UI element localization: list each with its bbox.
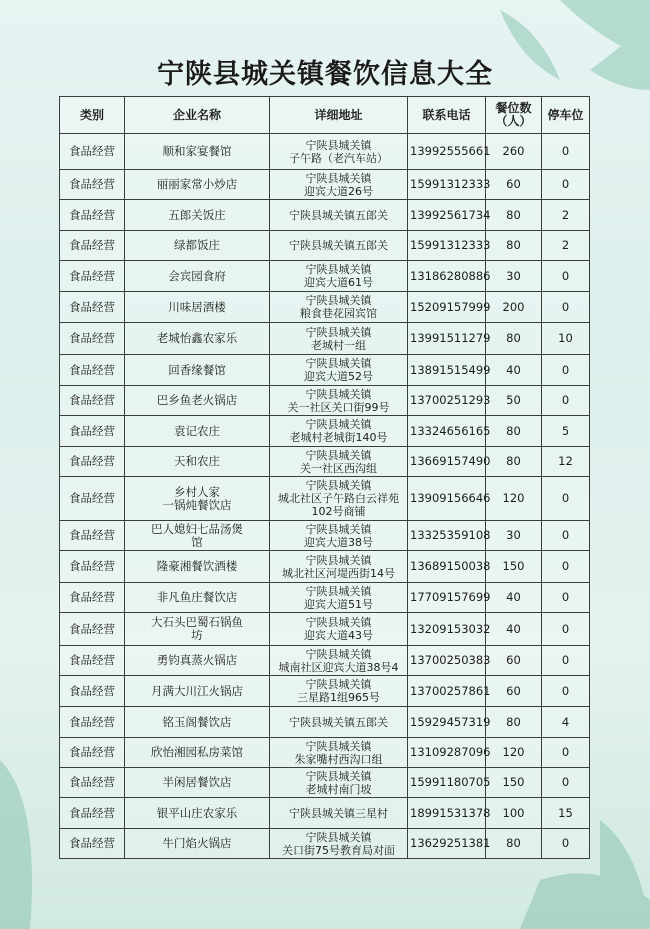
seats-cell: 80 (486, 231, 542, 261)
company-name-cell: 巴乡鱼老火锅店 (125, 386, 270, 416)
header-category: 类别 (60, 97, 125, 134)
seats-cell: 80 (486, 707, 542, 738)
seats-cell: 200 (486, 292, 542, 323)
seats-cell: 120 (486, 477, 542, 521)
table-row (60, 323, 590, 355)
address-cell: 宁陕县城关镇 粮食巷花园宾馆 (270, 292, 408, 323)
address-cell: 宁陕县城关镇 老城村一组 (270, 323, 408, 355)
company-name-cell: 银平山庄农家乐 (125, 798, 270, 829)
company-name-cell: 非凡鱼庄餐饮店 (125, 583, 270, 613)
company-name-cell: 天和农庄 (125, 447, 270, 477)
seats-cell: 60 (486, 170, 542, 200)
category-cell: 食品经营 (60, 646, 125, 676)
parking-cell: 0 (542, 768, 590, 798)
category-cell: 食品经营 (60, 447, 125, 477)
phone-cell: 15991312333 (408, 170, 486, 200)
address-cell: 宁陕县城关镇 迎宾大道61号 (270, 261, 408, 292)
company-name-cell: 勇钧真蒸火锅店 (125, 646, 270, 676)
seats-cell: 40 (486, 583, 542, 613)
parking-cell: 4 (542, 707, 590, 738)
category-cell: 食品经营 (60, 521, 125, 551)
phone-cell: 15929457319 (408, 707, 486, 738)
table-row (60, 613, 590, 646)
phone-cell: 13700257861 (408, 676, 486, 707)
company-name-cell: 老城怡鑫农家乐 (125, 323, 270, 355)
category-cell: 食品经营 (60, 738, 125, 768)
parking-cell: 0 (542, 583, 590, 613)
parking-cell: 0 (542, 646, 590, 676)
address-cell: 宁陕县城关镇 朱家嘴村西沟口组 (270, 738, 408, 768)
table-row (60, 200, 590, 231)
table-row (60, 134, 590, 170)
table-row (60, 583, 590, 613)
company-name-cell: 牛门焰火锅店 (125, 829, 270, 859)
seats-cell: 150 (486, 551, 542, 583)
company-name-cell: 大石头巴蜀石锅鱼 坊 (125, 613, 270, 646)
phone-cell: 13909156646 (408, 477, 486, 521)
parking-cell: 0 (542, 521, 590, 551)
seats-cell: 80 (486, 323, 542, 355)
restaurant-table (59, 96, 590, 859)
phone-cell: 13991511279 (408, 323, 486, 355)
parking-cell: 0 (542, 676, 590, 707)
seats-cell: 40 (486, 355, 542, 386)
company-name-cell: 回香缘餐馆 (125, 355, 270, 386)
company-name-cell: 会宾园食府 (125, 261, 270, 292)
category-cell: 食品经营 (60, 768, 125, 798)
category-cell: 食品经营 (60, 170, 125, 200)
category-cell: 食品经营 (60, 583, 125, 613)
parking-cell: 0 (542, 355, 590, 386)
phone-cell: 13325359108 (408, 521, 486, 551)
company-name-cell: 乡村人家 一锅炖餐饮店 (125, 477, 270, 521)
company-name-cell: 月满大川江火锅店 (125, 676, 270, 707)
table-row (60, 231, 590, 261)
phone-cell: 13992561734 (408, 200, 486, 231)
company-name-cell: 五郎关饭庄 (125, 200, 270, 231)
page-title: 宁陕县城关镇餐饮信息大全 (157, 59, 493, 90)
phone-cell: 13109287096 (408, 738, 486, 768)
parking-cell: 5 (542, 416, 590, 447)
phone-cell: 13700250383 (408, 646, 486, 676)
table-row (60, 261, 590, 292)
seats-cell: 80 (486, 829, 542, 859)
address-cell: 宁陕县城关镇 迎宾大道51号 (270, 583, 408, 613)
phone-cell: 13992555661 (408, 134, 486, 170)
phone-cell: 13891515499 (408, 355, 486, 386)
address-cell: 宁陕县城关镇 城南社区迎宾大道38号4 (270, 646, 408, 676)
seats-cell: 40 (486, 613, 542, 646)
category-cell: 食品经营 (60, 707, 125, 738)
seats-cell: 50 (486, 386, 542, 416)
table-row (60, 521, 590, 551)
phone-cell: 15991312333 (408, 231, 486, 261)
parking-cell: 0 (542, 134, 590, 170)
parking-cell: 0 (542, 170, 590, 200)
phone-cell: 15991180705 (408, 768, 486, 798)
table-row (60, 646, 590, 676)
address-cell: 宁陕县城关镇 老城村老城街140号 (270, 416, 408, 447)
company-name-cell: 川味居酒楼 (125, 292, 270, 323)
parking-cell: 2 (542, 200, 590, 231)
seats-cell: 100 (486, 798, 542, 829)
parking-cell: 2 (542, 231, 590, 261)
header-seats: 餐位数 （人） (486, 97, 542, 134)
address-cell: 宁陕县城关镇五郎关 (270, 231, 408, 261)
seats-cell: 30 (486, 261, 542, 292)
header-phone: 联系电话 (408, 97, 486, 134)
seats-cell: 150 (486, 768, 542, 798)
seats-cell: 120 (486, 738, 542, 768)
address-cell: 宁陕县城关镇 迎宾大道26号 (270, 170, 408, 200)
phone-cell: 13669157490 (408, 447, 486, 477)
category-cell: 食品经营 (60, 231, 125, 261)
table-row (60, 355, 590, 386)
phone-cell: 13629251381 (408, 829, 486, 859)
address-cell: 宁陕县城关镇五郎关 (270, 200, 408, 231)
parking-cell: 10 (542, 323, 590, 355)
table-row (60, 676, 590, 707)
parking-cell: 0 (542, 477, 590, 521)
seats-cell: 80 (486, 416, 542, 447)
parking-cell: 0 (542, 738, 590, 768)
phone-cell: 13689150038 (408, 551, 486, 583)
category-cell: 食品经营 (60, 261, 125, 292)
header-company-name: 企业名称 (125, 97, 270, 134)
parking-cell: 0 (542, 829, 590, 859)
company-name-cell: 半闲居餐饮店 (125, 768, 270, 798)
parking-cell: 15 (542, 798, 590, 829)
phone-cell: 13186280886 (408, 261, 486, 292)
phone-cell: 13700251293 (408, 386, 486, 416)
category-cell: 食品经营 (60, 551, 125, 583)
category-cell: 食品经营 (60, 386, 125, 416)
category-cell: 食品经营 (60, 134, 125, 170)
address-cell: 宁陕县城关镇 子午路（老汽车站） (270, 134, 408, 170)
seats-cell: 80 (486, 447, 542, 477)
category-cell: 食品经营 (60, 355, 125, 386)
seats-cell: 30 (486, 521, 542, 551)
table-row (60, 416, 590, 447)
category-cell: 食品经营 (60, 292, 125, 323)
address-cell: 宁陕县城关镇 关一社区关口街99号 (270, 386, 408, 416)
seats-cell: 60 (486, 676, 542, 707)
parking-cell: 0 (542, 261, 590, 292)
address-cell: 宁陕县城关镇 迎宾大道38号 (270, 521, 408, 551)
parking-cell: 0 (542, 613, 590, 646)
category-cell: 食品经营 (60, 323, 125, 355)
phone-cell: 13324656165 (408, 416, 486, 447)
company-name-cell: 袁记农庄 (125, 416, 270, 447)
address-cell: 宁陕县城关镇 老城村南门坡 (270, 768, 408, 798)
seats-cell: 80 (486, 200, 542, 231)
category-cell: 食品经营 (60, 798, 125, 829)
table-row (60, 170, 590, 200)
seats-cell: 60 (486, 646, 542, 676)
phone-cell: 18991531378 (408, 798, 486, 829)
address-cell: 宁陕县城关镇 城北社区河堤西街14号 (270, 551, 408, 583)
category-cell: 食品经营 (60, 416, 125, 447)
parking-cell: 0 (542, 386, 590, 416)
category-cell: 食品经营 (60, 676, 125, 707)
table-row (60, 477, 590, 521)
category-cell: 食品经营 (60, 477, 125, 521)
table-row (60, 738, 590, 768)
address-cell: 宁陕县城关镇 城北社区子午路白云祥苑 102号商铺 (270, 477, 408, 521)
address-cell: 宁陕县城关镇 迎宾大道43号 (270, 613, 408, 646)
table-row (60, 386, 590, 416)
company-name-cell: 巴人媳妇七品汤煲 馆 (125, 521, 270, 551)
parking-cell: 0 (542, 292, 590, 323)
address-cell: 宁陕县城关镇 关口街75号教育局对面 (270, 829, 408, 859)
parking-cell: 12 (542, 447, 590, 477)
phone-cell: 15209157999 (408, 292, 486, 323)
category-cell: 食品经营 (60, 613, 125, 646)
address-cell: 宁陕县城关镇 关一社区西沟组 (270, 447, 408, 477)
parking-cell: 0 (542, 551, 590, 583)
category-cell: 食品经营 (60, 200, 125, 231)
company-name-cell: 隆豪湘餐饮酒楼 (125, 551, 270, 583)
address-cell: 宁陕县城关镇 三星路1组965号 (270, 676, 408, 707)
header-parking: 停车位 (542, 97, 590, 134)
table-row (60, 292, 590, 323)
company-name-cell: 铭玉阁餐饮店 (125, 707, 270, 738)
table-row (60, 829, 590, 859)
company-name-cell: 欣怡湘园私房菜馆 (125, 738, 270, 768)
address-cell: 宁陕县城关镇五郎关 (270, 707, 408, 738)
address-cell: 宁陕县城关镇三星村 (270, 798, 408, 829)
table-row (60, 707, 590, 738)
header-row (60, 97, 590, 134)
company-name-cell: 绿都饭庄 (125, 231, 270, 261)
company-name-cell: 丽丽家常小炒店 (125, 170, 270, 200)
table-row (60, 551, 590, 583)
category-cell: 食品经营 (60, 829, 125, 859)
phone-cell: 13209153032 (408, 613, 486, 646)
address-cell: 宁陕县城关镇 迎宾大道52号 (270, 355, 408, 386)
table-row (60, 798, 590, 829)
company-name-cell: 顺和家宴餐馆 (125, 134, 270, 170)
table-row (60, 768, 590, 798)
header-address: 详细地址 (270, 97, 408, 134)
phone-cell: 17709157699 (408, 583, 486, 613)
table-row (60, 447, 590, 477)
seats-cell: 260 (486, 134, 542, 170)
